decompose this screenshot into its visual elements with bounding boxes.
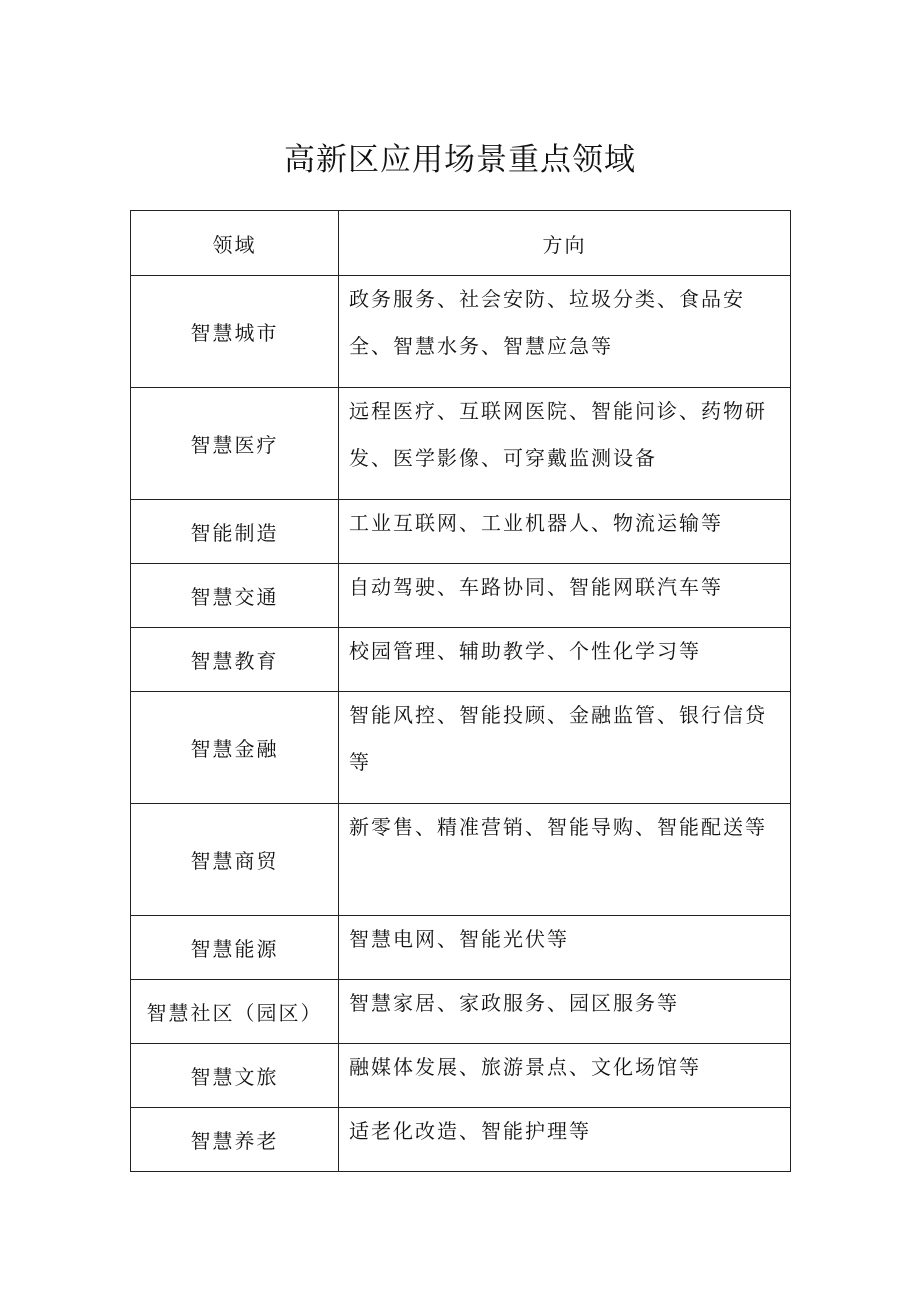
header-direction: 方向 bbox=[339, 211, 791, 276]
table-row bbox=[131, 916, 791, 980]
domain-cell: 智慧养老 bbox=[131, 1108, 339, 1172]
domain-cell: 智慧交通 bbox=[131, 564, 339, 628]
direction-cell: 工业互联网、工业机器人、物流运输等 bbox=[339, 500, 791, 564]
direction-cell: 远程医疗、互联网医院、智能问诊、药物研发、医学影像、可穿戴监测设备 bbox=[339, 388, 791, 500]
table-header-row bbox=[131, 211, 791, 276]
direction-cell: 智慧家居、家政服务、园区服务等 bbox=[339, 980, 791, 1044]
table-row bbox=[131, 628, 791, 692]
direction-cell: 新零售、精准营销、智能导购、智能配送等 bbox=[339, 804, 791, 916]
direction-cell: 适老化改造、智能护理等 bbox=[339, 1108, 791, 1172]
table-row bbox=[131, 1108, 791, 1172]
table-row bbox=[131, 388, 791, 500]
table-row bbox=[131, 276, 791, 388]
header-domain: 领域 bbox=[131, 211, 339, 276]
domain-cell: 智慧金融 bbox=[131, 692, 339, 804]
table-row bbox=[131, 1044, 791, 1108]
table-row bbox=[131, 980, 791, 1044]
domain-cell: 智慧文旅 bbox=[131, 1044, 339, 1108]
domain-cell: 智能制造 bbox=[131, 500, 339, 564]
direction-cell: 融媒体发展、旅游景点、文化场馆等 bbox=[339, 1044, 791, 1108]
application-fields-table bbox=[130, 210, 791, 1172]
table-row bbox=[131, 500, 791, 564]
direction-cell: 智慧电网、智能光伏等 bbox=[339, 916, 791, 980]
domain-cell: 智慧社区（园区） bbox=[131, 980, 339, 1044]
direction-cell: 智能风控、智能投顾、金融监管、银行信贷等 bbox=[339, 692, 791, 804]
direction-cell: 自动驾驶、车路协同、智能网联汽车等 bbox=[339, 564, 791, 628]
domain-cell: 智慧教育 bbox=[131, 628, 339, 692]
table-row bbox=[131, 804, 791, 916]
direction-cell: 校园管理、辅助教学、个性化学习等 bbox=[339, 628, 791, 692]
domain-cell: 智慧医疗 bbox=[131, 388, 339, 500]
domain-cell: 智慧商贸 bbox=[131, 804, 339, 916]
domain-cell: 智慧城市 bbox=[131, 276, 339, 388]
table-row bbox=[131, 564, 791, 628]
direction-cell: 政务服务、社会安防、垃圾分类、食品安全、智慧水务、智慧应急等 bbox=[339, 276, 791, 388]
document-title: 高新区应用场景重点领域 bbox=[284, 142, 636, 178]
table-row bbox=[131, 692, 791, 804]
domain-cell: 智慧能源 bbox=[131, 916, 339, 980]
